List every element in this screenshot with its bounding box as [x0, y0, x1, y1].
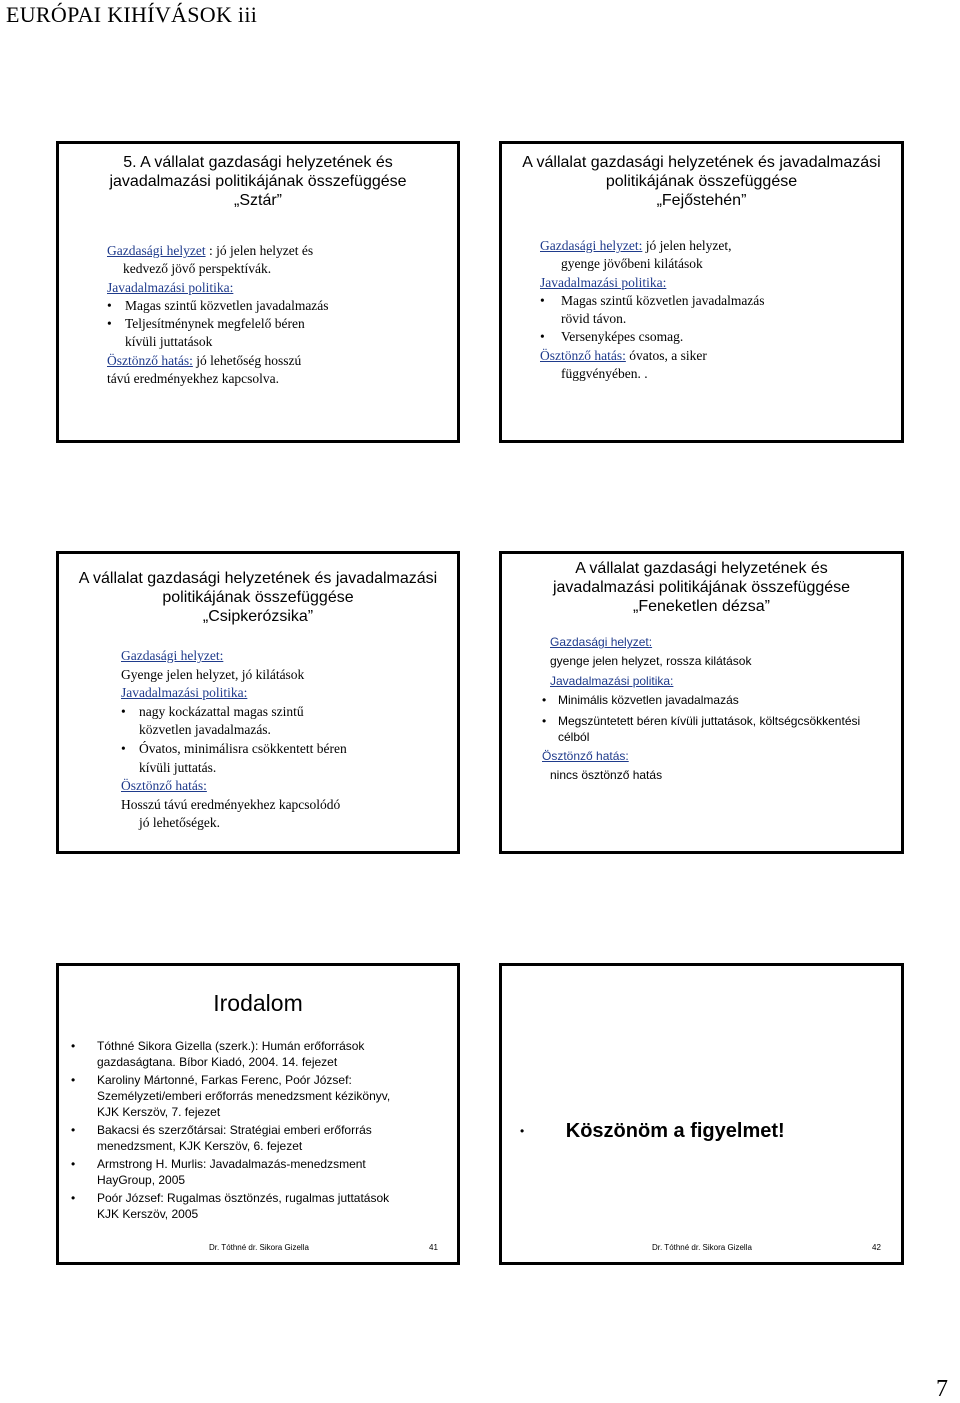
- bullet-icon: •: [107, 297, 112, 313]
- bullet-icon: •: [121, 703, 126, 719]
- reference-line: KJK Kerszöv, 7. fejezet: [97, 1105, 221, 1119]
- reference-line: Karoliny Mártonné, Farkas Ferenc, Poór József:: [97, 1073, 352, 1087]
- slide-body: Gazdasági helyzet: Gyenge jelen helyzet, jó kilátások Javadalmazási politika: • nagy kockázattal magas szintű közvetlen javadalmazás. • Óvatos, minimálisra csökkentett béren kívüli juttatás. Ösztönző hatás: Hosszú távú eredményekhez kapcsolódó jó lehetőségek.: [121, 648, 347, 831]
- bullet-icon: •: [542, 713, 547, 728]
- bullet-icon: •: [540, 329, 545, 345]
- reference-item: [71, 1190, 390, 1222]
- slide-title: Irodalom: [213, 990, 303, 1016]
- reference-line: Tóthné Sikora Gizella (szerk.): Humán erőforrások: [97, 1039, 365, 1053]
- reference-item: [71, 1122, 390, 1154]
- reference-item: [71, 1038, 390, 1070]
- bullet-icon: •: [71, 1039, 76, 1053]
- bullet-icon: •: [71, 1157, 76, 1171]
- bullet-icon: •: [540, 292, 545, 308]
- reference-line: HayGroup, 2005: [97, 1173, 186, 1187]
- bullet-icon: •: [71, 1191, 76, 1205]
- slide-number: 41: [429, 1243, 438, 1252]
- reference-line: Poór József: Rugalmas ösztönzés, rugalmas juttatások: [97, 1191, 390, 1205]
- page-number: 7: [936, 1376, 948, 1402]
- reference-line: KJK Kerszöv, 2005: [97, 1207, 199, 1221]
- slide-feneketlen-dezsa: [499, 551, 904, 854]
- bullet-icon: •: [121, 740, 126, 756]
- slide-title: A vállalat gazdasági helyzetének és javadalmazási politikájának összefüggése „Feneketlen dézsa”: [552, 560, 851, 615]
- slide-body: Gazdasági helyzet : jó jelen helyzet és kedvező jövő perspektívák. Javadalmazási politika: • Magas szintű közvetlen javadalmazás • Teljesítménynek megfelelő béren kívüli juttatások Ösztönző hatás: jó lehetőség hosszú távú eredményekhez kapcsolva.: [107, 243, 329, 387]
- slide-footer: Dr. Tóthné dr. Sikora Gizella: [209, 1243, 309, 1252]
- bullet-icon: •: [71, 1073, 76, 1087]
- slide-number: 42: [872, 1243, 881, 1252]
- reference-list: [71, 1038, 390, 1224]
- slide-body: Gazdasági helyzet: gyenge jelen helyzet, rossza kilátások Javadalmazási politika: • Minimális közvetlen javadalmazás • Megszüntetett béren kívüli juttatások, költségcsökkentési célból Ösztönző hatás: nincs ösztönző hatás: [542, 635, 861, 783]
- slide-irodalom: [56, 963, 460, 1265]
- slide-fejostehen: [499, 141, 904, 443]
- slide-body: • Köszönöm a figyelmet!: [520, 1120, 785, 1142]
- bullet-icon: •: [107, 316, 112, 332]
- slide-footer: Dr. Tóthné dr. Sikora Gizella: [652, 1243, 752, 1252]
- reference-line: Armstrong H. Murlis: Javadalmazás-menedzsment: [97, 1157, 366, 1171]
- slide-sztar: [56, 141, 460, 443]
- reference-line: Személyzeti/emberi erőforrás menedzsment kézikönyv,: [97, 1089, 391, 1103]
- reference-item: [71, 1072, 390, 1120]
- slide-csipkerozsika: [56, 551, 460, 854]
- slide-title: A vállalat gazdasági helyzetének és javadalmazási politikájának összefüggése „Fejőstehén”: [522, 154, 881, 209]
- bullet-icon: •: [520, 1124, 525, 1138]
- document-header: EURÓPAI KIHÍVÁSOK iii: [6, 2, 258, 27]
- reference-line: gazdaságtana. Bíbor Kiadó, 2004. 14. fejezet: [97, 1055, 338, 1069]
- slide-title: A vállalat gazdasági helyzetének és javadalmazási politikájának összefüggése „Csipkerózsika”: [78, 570, 438, 625]
- reference-line: Bakacsi és szerzőtársai: Stratégiai emberi erőforrás: [97, 1123, 372, 1137]
- slide-title: 5. A vállalat gazdasági helyzetének és javadalmazási politikájának összefüggése „Sztár”: [109, 154, 407, 209]
- reference-item: [71, 1156, 390, 1188]
- slide-koszonom: [499, 963, 904, 1265]
- bullet-icon: •: [542, 693, 547, 708]
- bullet-icon: •: [71, 1123, 76, 1137]
- slide-body: Gazdasági helyzet: jó jelen helyzet, gyenge jövőbeni kilátások Javadalmazási politika: • Magas szintű közvetlen javadalmazás rövid távon. • Versenyképes csomag. Ösztönző hatás: óvatos, a siker függvényében. .: [540, 238, 765, 382]
- reference-line: menedzsment, KJK Kerszöv, 6. fejezet: [97, 1139, 303, 1153]
